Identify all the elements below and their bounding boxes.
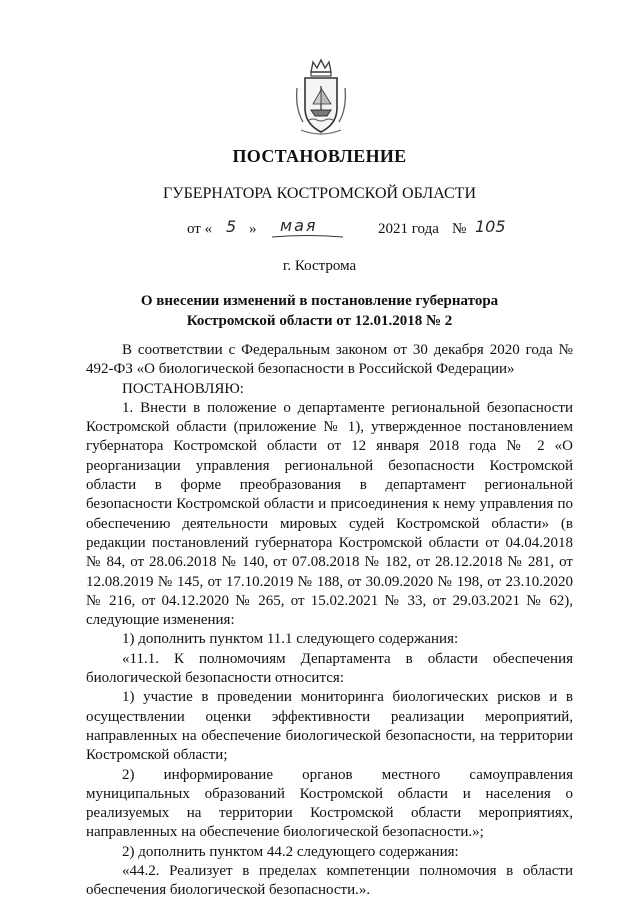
date-year: 2021 года: [378, 221, 439, 237]
heading-line-2: Костромской области от 12.01.2018 № 2: [186, 313, 453, 329]
paragraph-item-1: 1. Внести в положение о департаменте региональной безопасности Костромской области (приложение № 1), утвержденное постановлением губернатора Костромской области от 12 января 2018 года № 2 «О реорганизации управления региональной безопасности Костромской области в форме преобразования в департамент региональной безопасности Костромской области и присоединения к нему управления по обеспечению деятельности мировых судей Костромской области» (в редакции постановлений губернатора Костромской области от 04.04.2018 № 84, от 28.06.2018 № 140, от 07.08.2018 № 182, от 28.12.2018 № 281, от 12.08.2019 № 145, от 17.10.2019 № 188, от 30.09.2020 № 198, от 23.10.2020 № 216, от 04.12.2020 № 265, от 15.02.2021 № 33, от 29.03.2021 № 62), следующие изменения:: [86, 399, 573, 629]
date-day: 5: [226, 217, 237, 236]
document-heading: [0, 291, 639, 331]
document-subtitle: ГУБЕРНАТОРА КОСТРОМСКОЙ ОБЛАСТИ: [162, 185, 476, 202]
number-label: №: [452, 221, 467, 237]
document-number: 105: [475, 217, 506, 236]
date-prefix: от «: [187, 221, 213, 237]
document-body: [86, 341, 573, 901]
city: г. Кострома: [282, 258, 357, 274]
handwriting-underline: [270, 234, 345, 240]
paragraph-11-1-item-1: 1) участие в проведении мониторинга биологических рисков и в осуществлении оценки эффективности реализации мероприятий, направленных на обеспечение биологической безопасности, на территории Костромской области;: [86, 689, 573, 764]
date-quote: »: [249, 221, 257, 237]
paragraph-44-2: «44.2. Реализует в пределах компетенции полномочия в области обеспечения биологической безопасности.».: [86, 863, 573, 899]
paragraph-postanovlyayu: ПОСТАНОВЛЯЮ:: [122, 380, 244, 397]
paragraph-11-1-item-2: 2) информирование органов местного самоуправления муниципальных образований Костромской области и населения о реализуемых на территории Костромской области мероприятиях, направленных на обеспечение биологической безопасности.»;: [86, 766, 573, 841]
paragraph-11-1: «11.1. К полномочиям Департамента в области обеспечения биологической безопасности относится:: [86, 650, 573, 687]
paragraph-subitem-2: 2) дополнить пунктом 44.2 следующего содержания:: [122, 843, 459, 860]
paragraph-preamble: В соответствии с Федеральным законом от 30 декабря 2020 года № 492-ФЗ «О биологической безопасности в Российской Федерации»: [86, 342, 573, 378]
coat-of-arms-icon: [293, 58, 349, 138]
date-month: мая: [280, 216, 318, 235]
heading-line-1: О внесении изменений в постановление губернатора: [140, 293, 499, 309]
document-title: ПОСТАНОВЛЕНИЕ: [232, 146, 407, 166]
paragraph-subitem-1: 1) дополнить пунктом 11.1 следующего содержания:: [122, 631, 459, 648]
